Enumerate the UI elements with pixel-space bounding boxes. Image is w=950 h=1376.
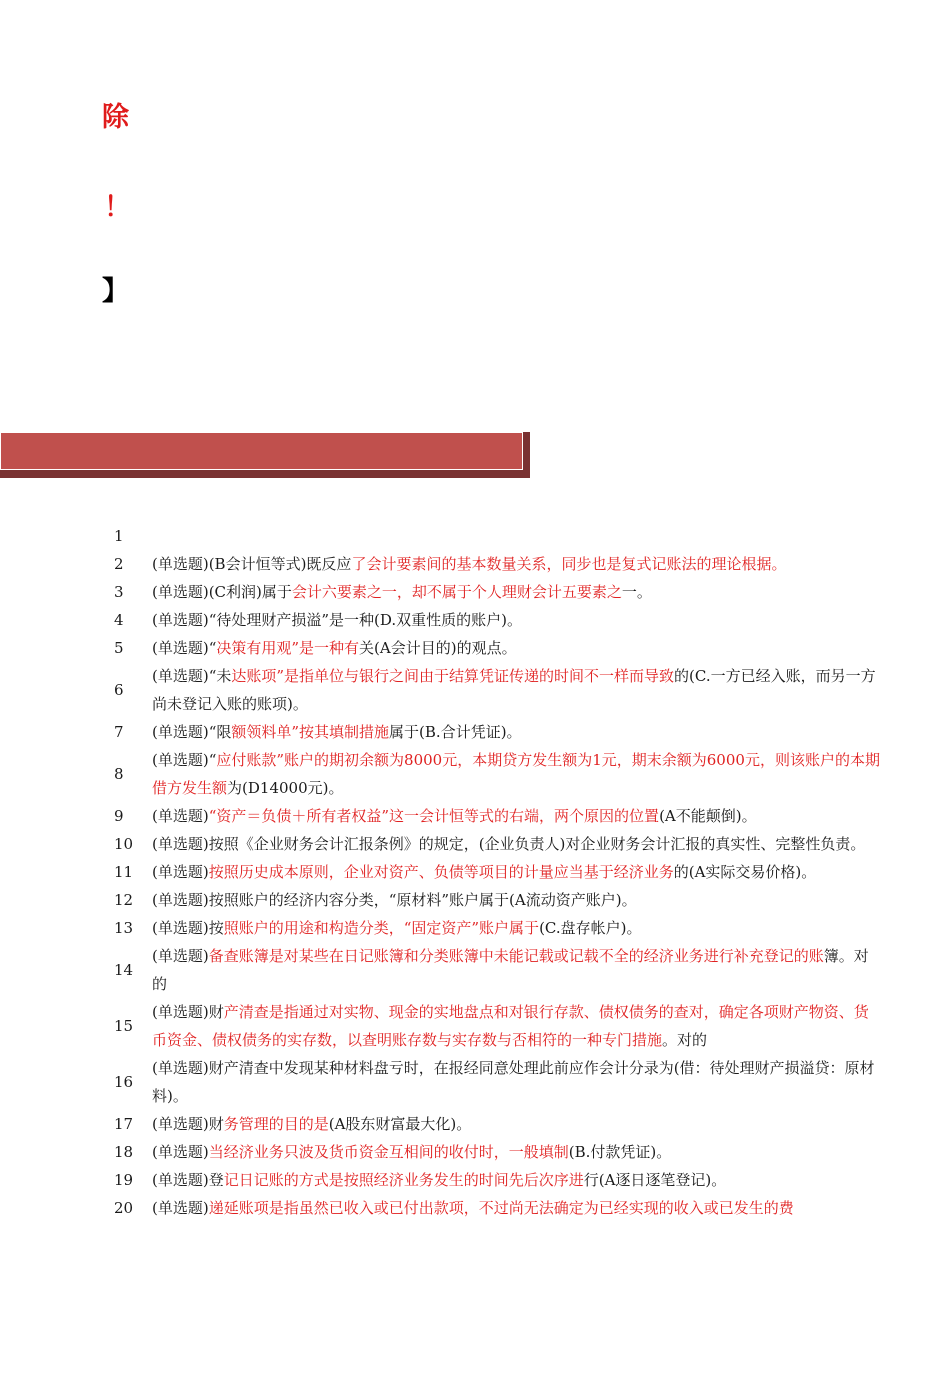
question-text <box>152 662 880 718</box>
question-text-highlight: 产清查是指通过对实物、现金的实地盘点和对银行存款、债权债务的查对，确定各项财产物资、货币资金、债权债务的实存数，以查明账存数与实存数与否相符的一种专门措施 <box>152 1003 869 1049</box>
question-text-plain: (单选题)按 <box>152 919 224 937</box>
question-text-highlight: 备查账簿是对某些在日记账簿和分类账簿中未能记载或记载不全的经济业务进行补充登记的账 <box>208 947 824 965</box>
question-number: 10 <box>114 835 134 853</box>
question-text-answer: 关(A会计目的)的观点。 <box>359 639 517 657</box>
question-text-plain: (单选题) <box>152 947 209 965</box>
question-number: 1 <box>114 527 124 545</box>
question-text-plain: (单选题) <box>152 1199 209 1217</box>
question-text-plain: (单选题)财 <box>152 1003 224 1021</box>
question-row <box>100 998 880 1054</box>
question-list <box>100 522 880 1222</box>
question-text-plain: (单选题)“ <box>152 639 217 657</box>
question-text-highlight: 按照历史成本原则，企业对资产、负债等项目的计量应当基于经济业务 <box>208 863 674 881</box>
question-text-answer: (B.付款凭证)。 <box>568 1143 672 1161</box>
question-text-answer: (C.盘存帐户)。 <box>539 919 642 937</box>
question-text <box>152 886 880 914</box>
question-row <box>100 578 880 606</box>
question-text-plain: (单选题) <box>152 1143 209 1161</box>
question-text-highlight: “资产＝负债＋所有者权益”这一会计恒等式的右端，两个原因的位置 <box>208 807 660 825</box>
question-number: 2 <box>114 555 124 573</box>
question-text-plain: (单选题)(C利润)属于 <box>152 583 292 601</box>
question-row <box>100 662 880 718</box>
question-number: 3 <box>114 583 124 601</box>
question-row <box>100 550 880 578</box>
question-row <box>100 914 880 942</box>
question-row <box>100 830 880 858</box>
question-number: 11 <box>114 863 134 881</box>
question-number: 14 <box>114 961 134 979</box>
question-text-answer: 一。 <box>621 583 652 601</box>
question-text <box>152 606 880 634</box>
question-row <box>100 718 880 746</box>
question-text-plain: (单选题)登 <box>152 1171 224 1189</box>
question-text-highlight: 额领料单”按其填制措施 <box>231 723 390 741</box>
question-number: 6 <box>114 681 124 699</box>
question-text-answer: 行(A逐日逐笔登记)。 <box>583 1171 727 1189</box>
question-number: 15 <box>114 1017 134 1035</box>
question-text-answer: 的(A实际交易价格)。 <box>673 863 817 881</box>
question-text <box>152 998 880 1054</box>
question-text <box>152 1054 880 1110</box>
question-number: 17 <box>114 1115 134 1133</box>
question-row <box>100 1166 880 1194</box>
question-number: 7 <box>114 723 124 741</box>
question-text-plain: (单选题) <box>152 807 209 825</box>
question-text <box>152 914 880 942</box>
question-text <box>152 1138 880 1166</box>
question-text <box>152 1110 880 1138</box>
question-text-highlight: 照账户的用途和构造分类，“固定资产”账户属于 <box>223 919 540 937</box>
question-row <box>100 1138 880 1166</box>
question-row <box>100 858 880 886</box>
question-text-highlight: 当经济业务只波及货币资金互相间的收付时，一般填制 <box>208 1143 569 1161</box>
question-number: 20 <box>114 1199 134 1217</box>
question-text-answer: 簿。对的 <box>152 947 869 993</box>
question-number: 4 <box>114 611 124 629</box>
question-text-plain: (单选题)按照《企业财务会计汇报条例》的规定，(企业负责人)对企业财务会计汇报的真实性、完整性负责。 <box>152 835 866 853</box>
question-text <box>152 578 880 606</box>
question-text-highlight: 了会计要素间的基本数量关系，同步也是复式记账法的理论根据。 <box>351 555 787 573</box>
question-row <box>100 942 880 998</box>
question-text-plain: (单选题)“限 <box>152 723 232 741</box>
question-number: 13 <box>114 919 134 937</box>
question-text-plain: (单选题)财产清查中发现某种材料盘亏时，在报经同意处理此前应作会计分录为(借：待处理财产损溢贷：原材料)。 <box>152 1059 875 1105</box>
question-text <box>152 550 880 578</box>
margin-glyph-3: 】 <box>102 276 129 307</box>
question-text-answer: 。对的 <box>662 1031 708 1049</box>
question-text <box>152 830 880 858</box>
question-text-plain: (单选题)财 <box>152 1115 224 1133</box>
question-text-answer: 的(C.一方已经入账，而另一方尚未登记入账的账项)。 <box>152 667 876 713</box>
question-row <box>100 634 880 662</box>
question-text-answer: (A股东财富最大化)。 <box>328 1115 472 1133</box>
question-text-highlight: 记日记账的方式是按照经济业务发生的时间先后次序进 <box>223 1171 584 1189</box>
question-number: 8 <box>114 765 124 783</box>
question-text <box>152 1166 880 1194</box>
question-row <box>100 606 880 634</box>
question-number: 16 <box>114 1073 134 1091</box>
question-row <box>100 802 880 830</box>
section-banner <box>0 432 523 470</box>
question-text-answer: (A不能颠倒)。 <box>659 807 757 825</box>
question-text-plain: (单选题)(B会计恒等式)既反应 <box>152 555 352 573</box>
question-number: 12 <box>114 891 134 909</box>
question-row <box>100 886 880 914</box>
question-text-highlight: 决策有用观”是一种有 <box>216 639 360 657</box>
question-text-plain: (单选题)“未 <box>152 667 232 685</box>
question-text-plain: (单选题) <box>152 863 209 881</box>
question-text <box>152 942 880 998</box>
question-text-highlight: 务管理的目的是 <box>223 1115 329 1133</box>
question-text-highlight: 达账项”是指单位与银行之间由于结算凭证传递的时间不一样而导致 <box>231 667 675 685</box>
question-text-answer: 为(D14000元)。 <box>227 779 344 797</box>
question-text <box>152 718 880 746</box>
question-row <box>100 522 880 550</box>
question-number: 18 <box>114 1143 134 1161</box>
question-row <box>100 1110 880 1138</box>
question-text-plain: (单选题)“ <box>152 751 217 769</box>
question-number: 9 <box>114 807 124 825</box>
question-row <box>100 1194 880 1222</box>
question-text <box>152 1194 880 1222</box>
margin-glyph-1: 除 <box>102 102 129 133</box>
question-row <box>100 746 880 802</box>
question-text-plain: (单选题)按照账户的经济内容分类，“原材料”账户属于(A流动资产账户)。 <box>152 891 637 909</box>
question-text-answer: 属于(B.合计凭证)。 <box>389 723 522 741</box>
question-number: 19 <box>114 1171 134 1189</box>
question-text-highlight: 应付账款”账户的期初余额为8000元，本期贷方发生额为1元，期末余额为6000元，则该账户的本期借方发生额 <box>152 751 880 797</box>
question-text-highlight: 递延账项是指虽然已收入或已付出款项，不过尚无法确定为已经实现的收入或已发生的费 <box>208 1199 794 1217</box>
question-row <box>100 1054 880 1110</box>
question-number: 5 <box>114 639 124 657</box>
question-text <box>152 858 880 886</box>
question-text-highlight: 会计六要素之一，却不属于个人理财会计五要素之 <box>291 583 622 601</box>
question-text <box>152 802 880 830</box>
question-text <box>152 634 880 662</box>
question-text <box>152 746 880 802</box>
margin-glyph-2: ！ <box>104 192 131 223</box>
question-text-plain: (单选题)“待处理财产损溢”是一种(D.双重性质的账户)。 <box>152 611 523 629</box>
